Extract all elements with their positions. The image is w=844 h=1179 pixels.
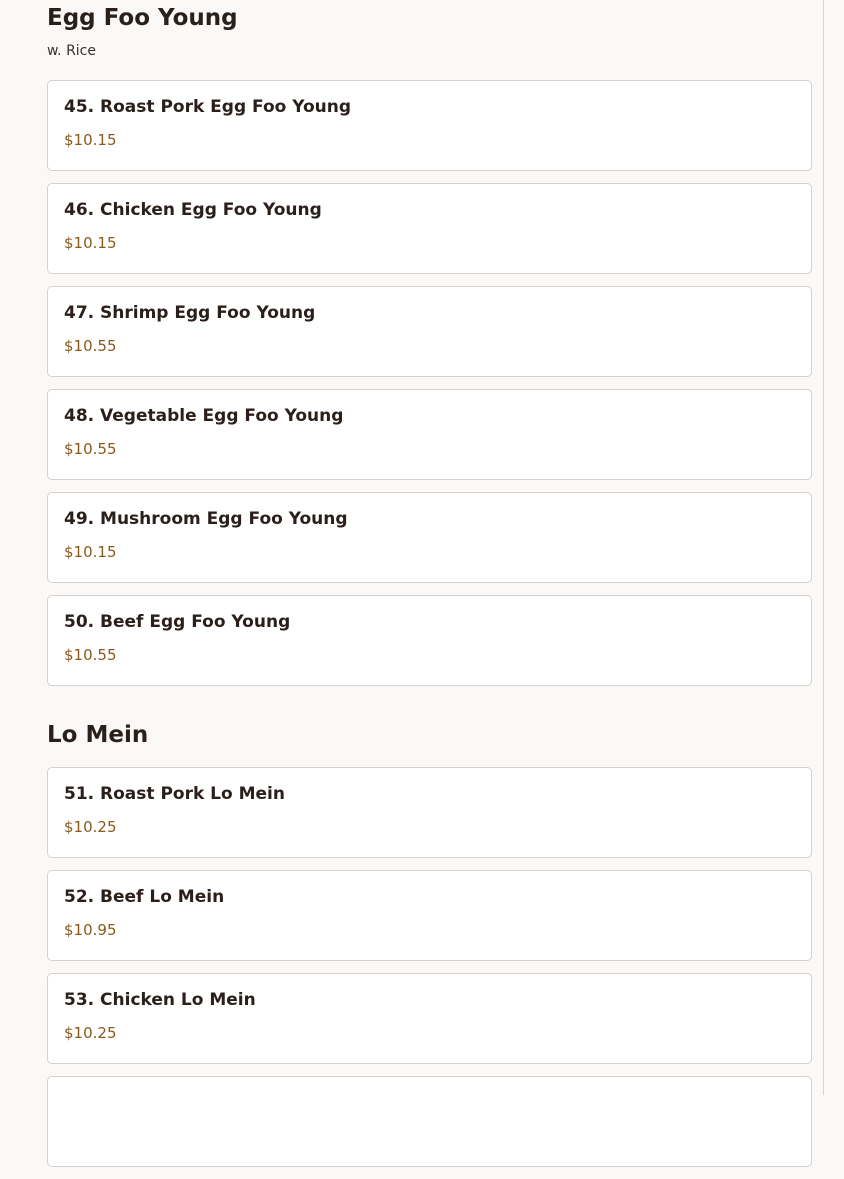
menu-item-price: $10.55 <box>64 337 117 355</box>
menu-item-card[interactable] <box>47 595 812 686</box>
menu-item-list <box>47 767 812 1167</box>
menu-item-card[interactable] <box>47 183 812 274</box>
menu-item-price: $10.15 <box>64 543 117 561</box>
section-lo-mein <box>47 717 812 1167</box>
menu-item-name: 51. Roast Pork Lo Mein <box>64 784 285 804</box>
menu-item-card[interactable] <box>47 286 812 377</box>
menu-item-name: 46. Chicken Egg Foo Young <box>64 200 322 220</box>
menu-item-price: $10.55 <box>64 646 117 664</box>
menu-item-price: $10.95 <box>64 921 117 939</box>
section-subtitle: w. Rice <box>47 43 96 59</box>
page-divider <box>823 0 824 1095</box>
menu-item-price: $10.55 <box>64 440 117 458</box>
menu-content <box>47 0 812 1179</box>
menu-item-name: 53. Chicken Lo Mein <box>64 990 256 1010</box>
menu-item-price: $10.25 <box>64 1024 117 1042</box>
menu-item-name: 50. Beef Egg Foo Young <box>64 612 291 632</box>
menu-item-card[interactable] <box>47 767 812 858</box>
menu-item-card[interactable] <box>47 973 812 1064</box>
menu-item-price: $10.15 <box>64 131 117 149</box>
menu-item-card[interactable] <box>47 80 812 171</box>
menu-item-name: 45. Roast Pork Egg Foo Young <box>64 97 352 117</box>
section-title: Lo Mein <box>47 722 149 748</box>
menu-item-card[interactable] <box>47 389 812 480</box>
section-egg-foo-young <box>47 0 812 686</box>
menu-item-list <box>47 80 812 686</box>
menu-item-name: 49. Mushroom Egg Foo Young <box>64 509 348 529</box>
menu-item-card[interactable] <box>47 492 812 583</box>
menu-item-price: $10.15 <box>64 234 117 252</box>
section-title: Egg Foo Young <box>47 5 238 31</box>
menu-item-card[interactable] <box>47 1076 812 1167</box>
menu-item-name: 47. Shrimp Egg Foo Young <box>64 303 316 323</box>
menu-item-name: 48. Vegetable Egg Foo Young <box>64 406 344 426</box>
menu-item-price: $10.25 <box>64 818 117 836</box>
menu-item-name: 52. Beef Lo Mein <box>64 887 225 907</box>
menu-item-card[interactable] <box>47 870 812 961</box>
